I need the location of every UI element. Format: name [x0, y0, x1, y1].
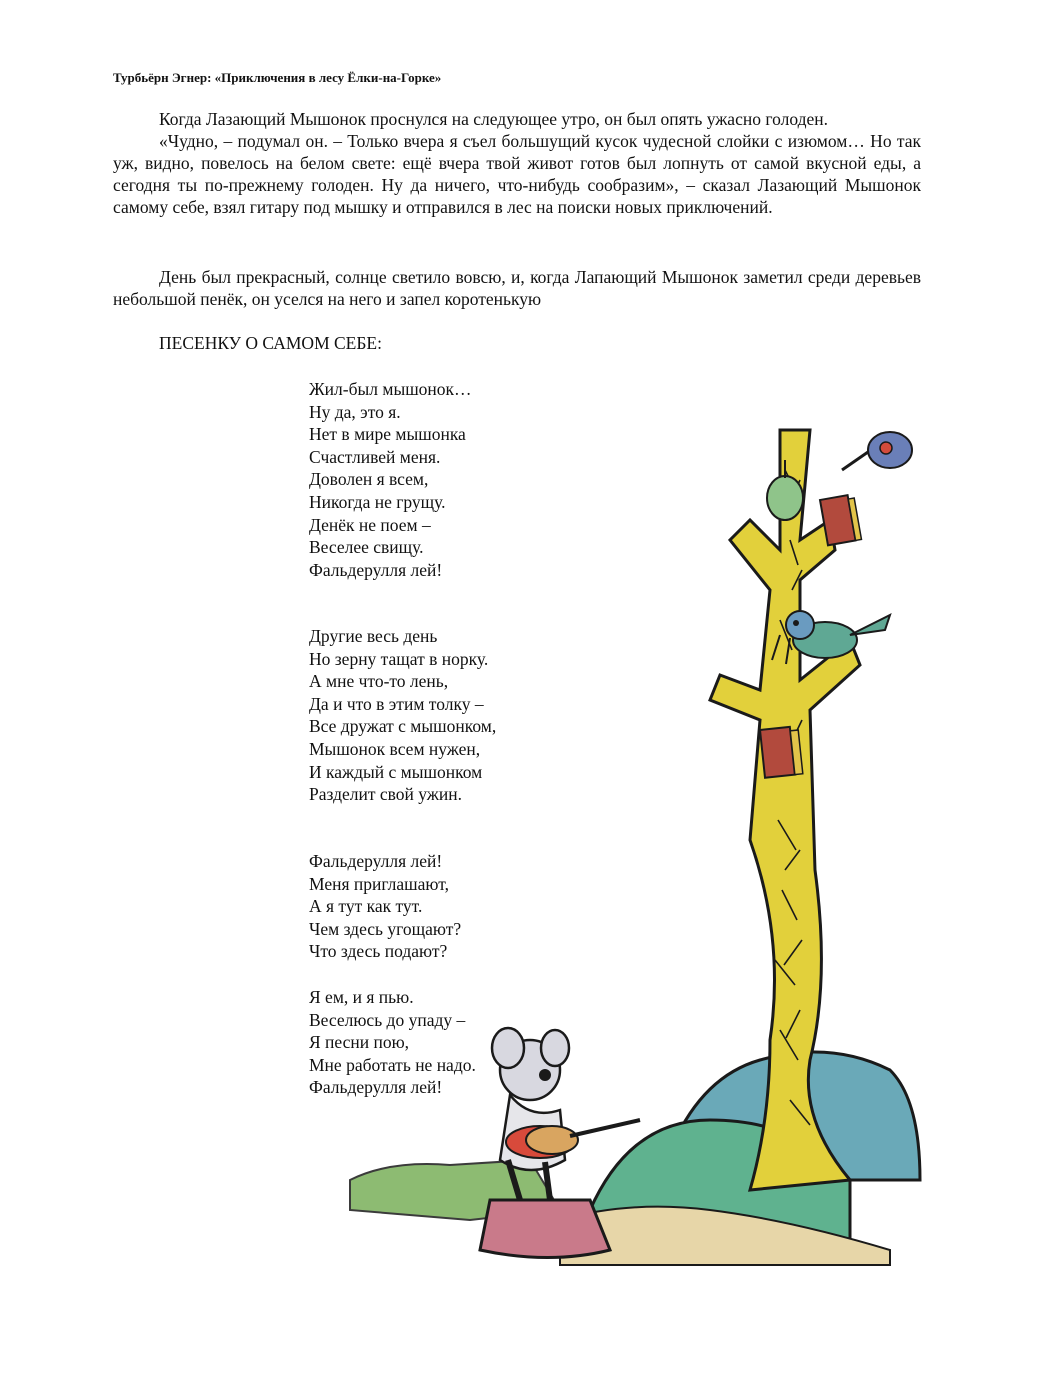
- verse-line: Да и что в этим толку –: [309, 693, 484, 714]
- verse-line: Мышонок всем нужен,: [309, 738, 481, 759]
- verse-line: Все дружат с мышонком,: [309, 716, 497, 737]
- verse-line: А мне что-то лень,: [309, 671, 449, 692]
- hanging-leaf: [767, 476, 803, 520]
- verse-line: Денёк не поем –: [309, 514, 431, 535]
- verse-line: Я песни пою,: [309, 1032, 410, 1053]
- verse-4: [309, 986, 476, 1099]
- intro-text: [113, 108, 921, 218]
- verse-line: Счастливей меня.: [309, 446, 441, 467]
- verse-line: Веселее свищу.: [309, 537, 424, 558]
- paragraph-1: Когда Лазающий Мышонок проснулся на следующее утро, он был опять ужасно голоден.: [159, 109, 828, 129]
- verse-1: [309, 378, 472, 581]
- verse-line: Другие весь день: [309, 626, 438, 646]
- verse-line: Никогда не грущу.: [309, 491, 446, 512]
- stump: [480, 1200, 610, 1258]
- verse-line: Мне работать не надо.: [309, 1054, 476, 1075]
- pastry-bottom: [760, 726, 803, 778]
- paragraph-3: День был прекрасный, солнце светило вовсю, и, когда Лапающий Мышонок заметил среди деревьев небольшой пенёк, он уселся на него и запел коротенькую: [113, 267, 921, 309]
- narrative-text: [113, 266, 921, 310]
- verse-line: И каждый с мышонком: [309, 761, 483, 782]
- verse-line: Доволен я всем,: [309, 469, 429, 490]
- page-header: Турбьёрн Эгнер: «Приключения в лесу Ёлки-на-Горке»: [113, 70, 442, 85]
- verse-3: [309, 850, 461, 963]
- verse-line: Разделит свой ужин.: [309, 784, 463, 805]
- verse-line: Фальдерулля лей!: [309, 559, 443, 580]
- bird-top: [842, 432, 912, 470]
- pastry-top: [820, 494, 861, 545]
- verse-2: [309, 625, 496, 806]
- verse-line: А я тут как тут.: [309, 896, 423, 917]
- verse-line: Нет в мире мышонка: [309, 424, 466, 445]
- verse-line: Но зерну тащат в норку.: [309, 648, 489, 669]
- verse-line: Веселюсь до упаду –: [309, 1009, 466, 1030]
- verse-line: Я ем, и я пью.: [309, 987, 414, 1007]
- verse-line: Жил-был мышонок…: [309, 379, 472, 399]
- verse-line: Меня приглашают,: [309, 873, 449, 894]
- paragraph-2: «Чудно, – подумал он. – Только вчера я съел большущий кусок чудесной слойки с изюмом… Но так уж, видно, повелось на белом свете: ещё вчера твой живот готов был лопнуть от самой вкусной еды, а сегодня ты по-прежнему голоден. Ну да ничего, что-нибудь сообразим», – сказал Лазающий Мышонок самому себе, взял гитару под мышку и отправился в лес на поиски новых приключений.: [113, 131, 921, 217]
- verse-line: Что здесь подают?: [309, 941, 448, 962]
- verse-line: Ну да, это я.: [309, 401, 401, 422]
- verse-line: Чем здесь угощают?: [309, 918, 462, 939]
- song-title: ПЕСЕНКУ О САМОМ СЕБЕ:: [159, 333, 382, 353]
- verse-line: Фальдерулля лей!: [309, 851, 443, 871]
- verse-line: Фальдерулля лей!: [309, 1077, 443, 1098]
